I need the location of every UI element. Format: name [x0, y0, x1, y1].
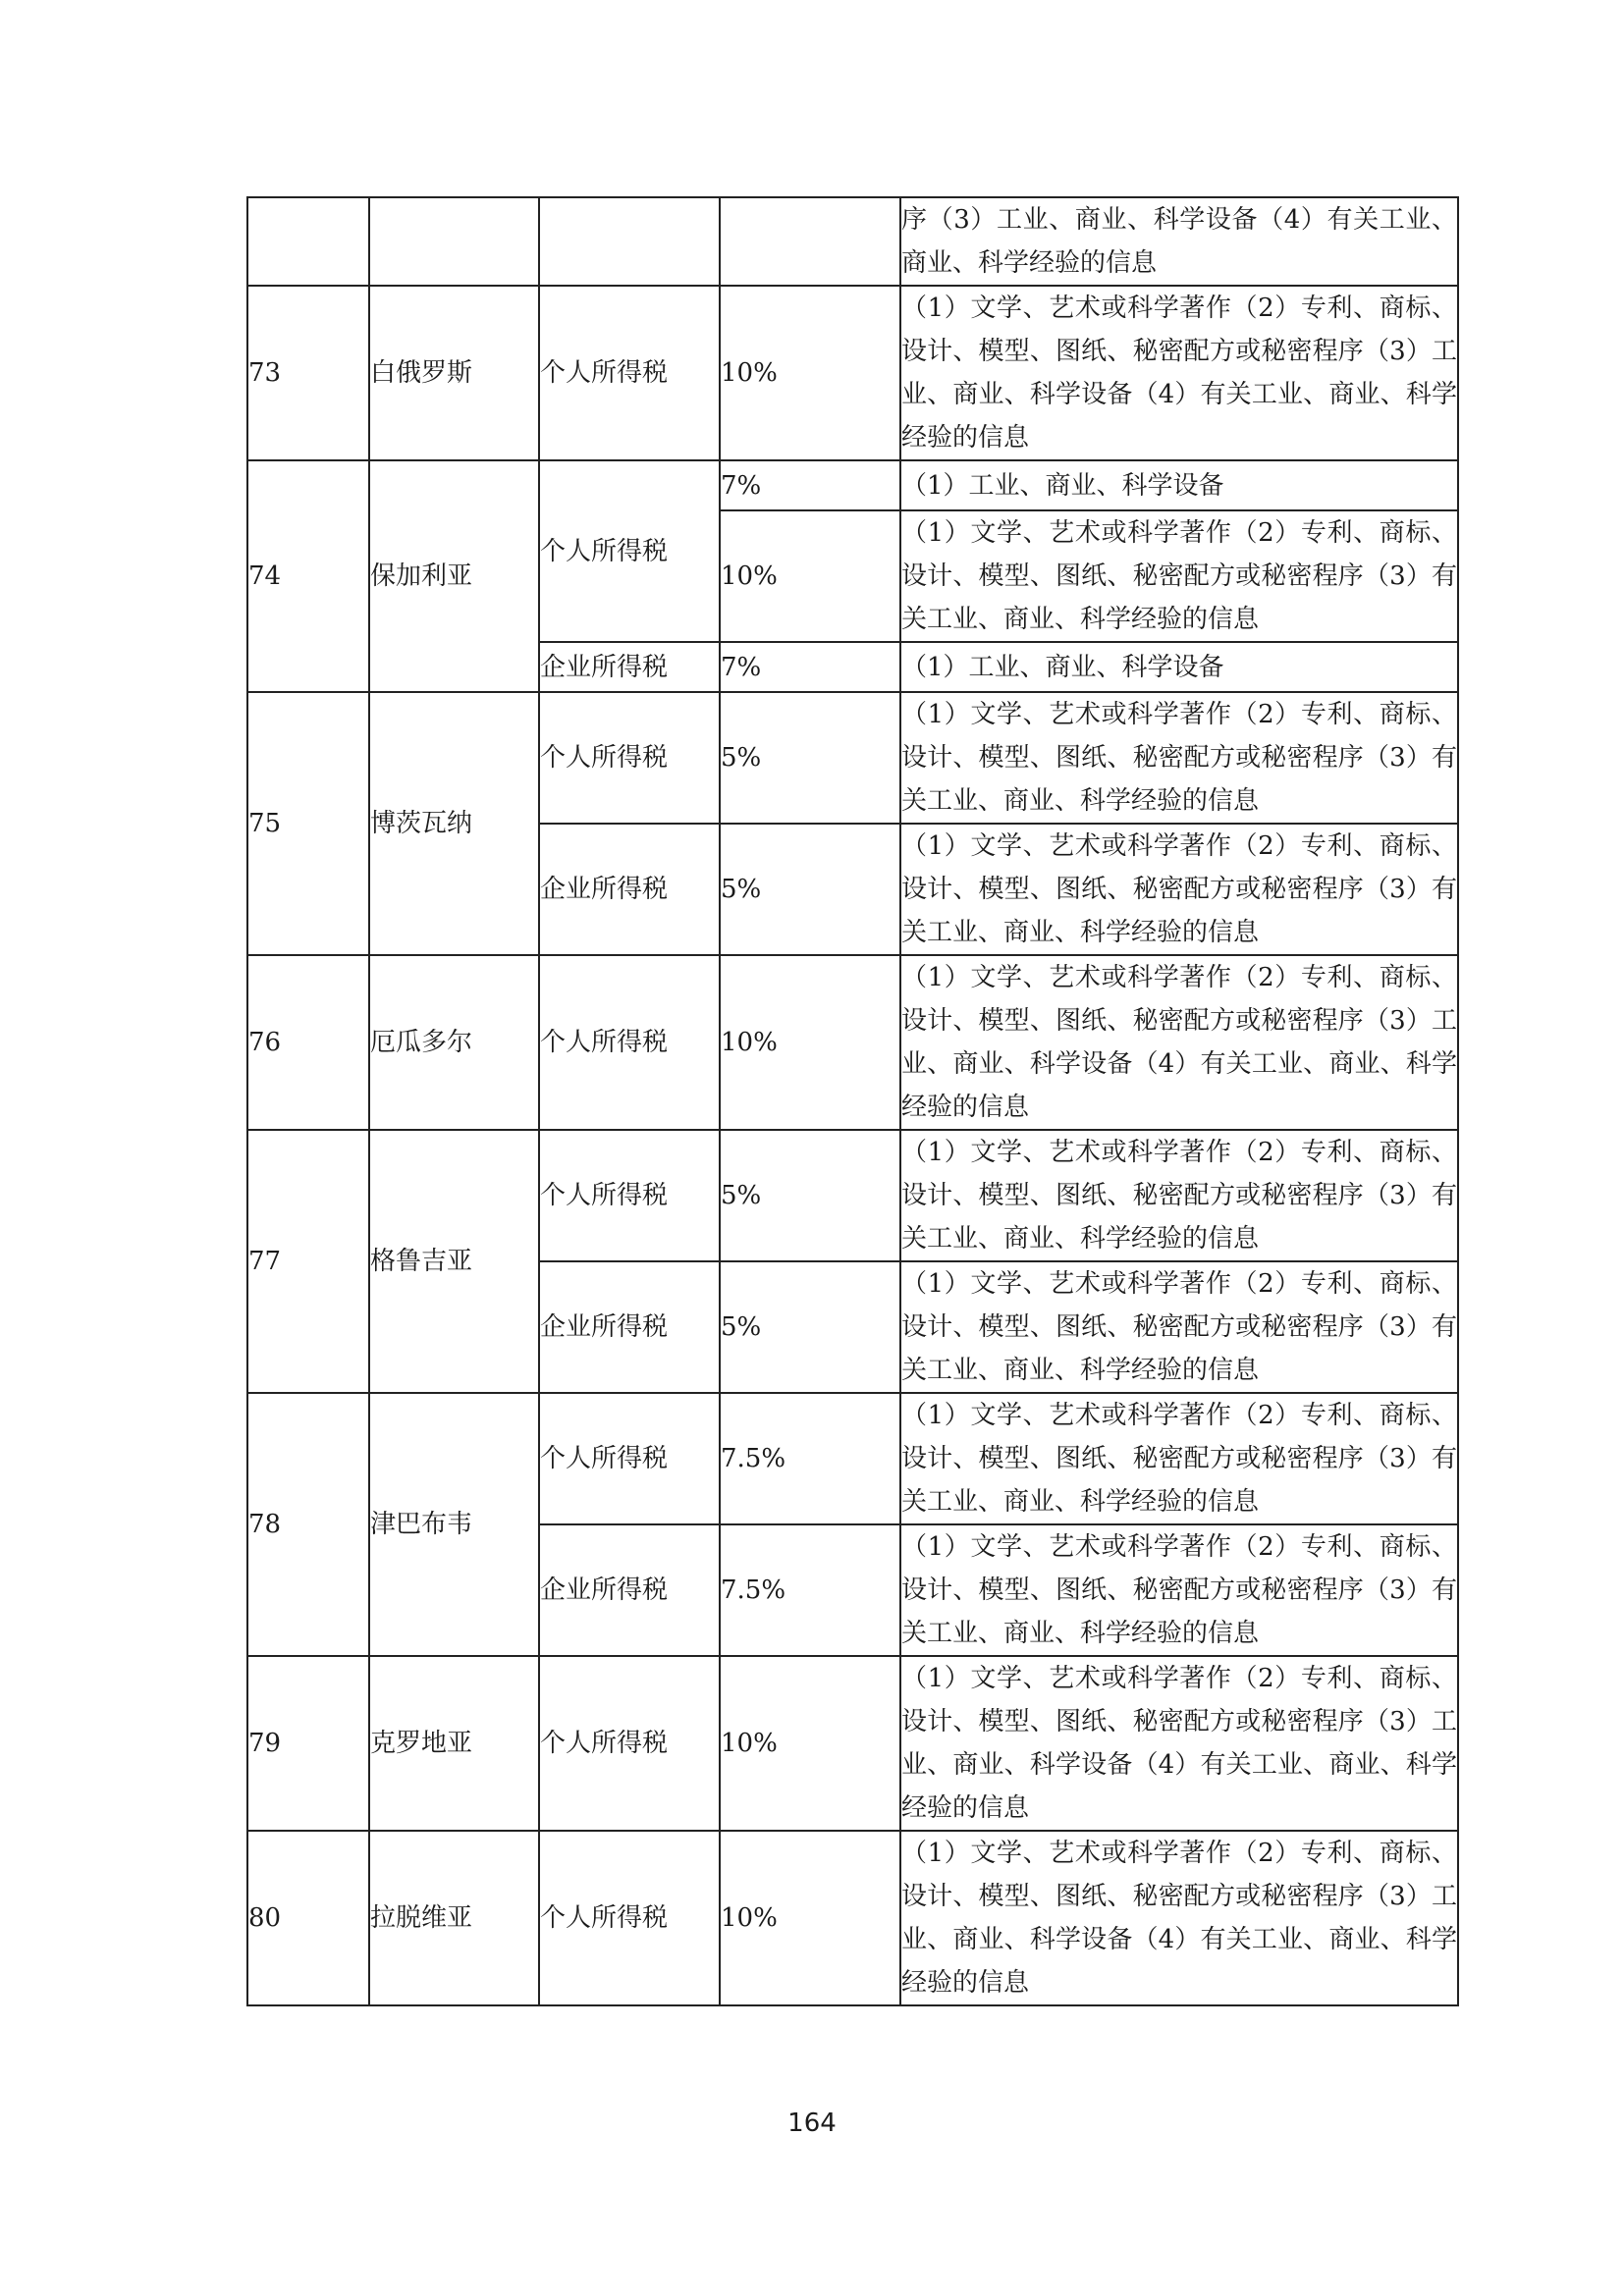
royalty-description: （1）文学、艺术或科学著作（2）专利、商标、设计、模型、图纸、秘密配方或秘密程序（3）有关工业、商业、科学经验的信息 — [900, 1393, 1458, 1524]
table-row — [247, 286, 1458, 460]
row-number: 75 — [247, 692, 369, 955]
table-row — [247, 460, 1458, 510]
tax-type: 个人所得税 — [539, 955, 720, 1130]
country-name: 津巴布韦 — [369, 1393, 539, 1656]
tax-type: 个人所得税 — [539, 692, 720, 824]
tax-type: 个人所得税 — [539, 1393, 720, 1524]
row-number: 74 — [247, 460, 369, 692]
cont-rate-cell — [720, 197, 900, 286]
tax-rate: 5% — [720, 1261, 900, 1393]
table-row — [247, 955, 1458, 1130]
country-name: 克罗地亚 — [369, 1656, 539, 1831]
country-name: 拉脱维亚 — [369, 1831, 539, 2005]
country-name: 博茨瓦纳 — [369, 692, 539, 955]
row-number: 78 — [247, 1393, 369, 1656]
row-number: 77 — [247, 1130, 369, 1393]
tax-rate: 10% — [720, 286, 900, 460]
cont-country-cell — [369, 197, 539, 286]
royalty-description: 序（3）工业、商业、科学设备（4）有关工业、商业、科学经验的信息 — [900, 197, 1458, 286]
tax-type: 企业所得税 — [539, 1524, 720, 1656]
row-number: 76 — [247, 955, 369, 1130]
royalty-description: （1）文学、艺术或科学著作（2）专利、商标、设计、模型、图纸、秘密配方或秘密程序（3）有关工业、商业、科学经验的信息 — [900, 692, 1458, 824]
tax-type: 个人所得税 — [539, 1130, 720, 1261]
royalty-description: （1）工业、商业、科学设备 — [900, 642, 1458, 692]
tax-type: 个人所得税 — [539, 460, 720, 642]
royalty-description: （1）文学、艺术或科学著作（2）专利、商标、设计、模型、图纸、秘密配方或秘密程序（3）有关工业、商业、科学经验的信息 — [900, 1261, 1458, 1393]
table-row — [247, 1393, 1458, 1524]
tax-rate: 10% — [720, 510, 900, 642]
royalty-description: （1）文学、艺术或科学著作（2）专利、商标、设计、模型、图纸、秘密配方或秘密程序（3）工业、商业、科学设备（4）有关工业、商业、科学经验的信息 — [900, 286, 1458, 460]
royalty-description: （1）文学、艺术或科学著作（2）专利、商标、设计、模型、图纸、秘密配方或秘密程序（3）工业、商业、科学设备（4）有关工业、商业、科学经验的信息 — [900, 955, 1458, 1130]
row-number: 79 — [247, 1656, 369, 1831]
royalty-description: （1）文学、艺术或科学著作（2）专利、商标、设计、模型、图纸、秘密配方或秘密程序（3）有关工业、商业、科学经验的信息 — [900, 1524, 1458, 1656]
country-name: 格鲁吉亚 — [369, 1130, 539, 1393]
tax-type: 企业所得税 — [539, 824, 720, 955]
tax-rate: 7% — [720, 460, 900, 510]
tax-type: 企业所得税 — [539, 1261, 720, 1393]
table-row-continuation — [247, 197, 1458, 286]
cont-no-cell — [247, 197, 369, 286]
country-name: 白俄罗斯 — [369, 286, 539, 460]
tax-type: 个人所得税 — [539, 1831, 720, 2005]
country-name: 保加利亚 — [369, 460, 539, 692]
tax-type: 个人所得税 — [539, 1656, 720, 1831]
tax-type: 个人所得税 — [539, 286, 720, 460]
royalty-description: （1）文学、艺术或科学著作（2）专利、商标、设计、模型、图纸、秘密配方或秘密程序（3）工业、商业、科学设备（4）有关工业、商业、科学经验的信息 — [900, 1656, 1458, 1831]
royalty-tax-table — [246, 196, 1459, 2006]
tax-type: 企业所得税 — [539, 642, 720, 692]
royalty-description: （1）工业、商业、科学设备 — [900, 460, 1458, 510]
cont-tax-cell — [539, 197, 720, 286]
table-row — [247, 692, 1458, 824]
tax-rate: 10% — [720, 955, 900, 1130]
country-name: 厄瓜多尔 — [369, 955, 539, 1130]
row-number: 73 — [247, 286, 369, 460]
royalty-description: （1）文学、艺术或科学著作（2）专利、商标、设计、模型、图纸、秘密配方或秘密程序（3）工业、商业、科学设备（4）有关工业、商业、科学经验的信息 — [900, 1831, 1458, 2005]
table-row — [247, 1130, 1458, 1261]
royalty-description: （1）文学、艺术或科学著作（2）专利、商标、设计、模型、图纸、秘密配方或秘密程序（3）有关工业、商业、科学经验的信息 — [900, 510, 1458, 642]
tax-rate: 5% — [720, 1130, 900, 1261]
table-row — [247, 1656, 1458, 1831]
page-number: 164 — [787, 2109, 837, 2138]
table-row — [247, 1831, 1458, 2005]
row-number: 80 — [247, 1831, 369, 2005]
tax-rate: 7.5% — [720, 1524, 900, 1656]
tax-rate: 7.5% — [720, 1393, 900, 1524]
tax-rate: 10% — [720, 1656, 900, 1831]
royalty-description: （1）文学、艺术或科学著作（2）专利、商标、设计、模型、图纸、秘密配方或秘密程序（3）有关工业、商业、科学经验的信息 — [900, 1130, 1458, 1261]
tax-rate: 10% — [720, 1831, 900, 2005]
tax-rate: 5% — [720, 692, 900, 824]
tax-rate: 5% — [720, 824, 900, 955]
tax-rate: 7% — [720, 642, 900, 692]
royalty-description: （1）文学、艺术或科学著作（2）专利、商标、设计、模型、图纸、秘密配方或秘密程序（3）有关工业、商业、科学经验的信息 — [900, 824, 1458, 955]
